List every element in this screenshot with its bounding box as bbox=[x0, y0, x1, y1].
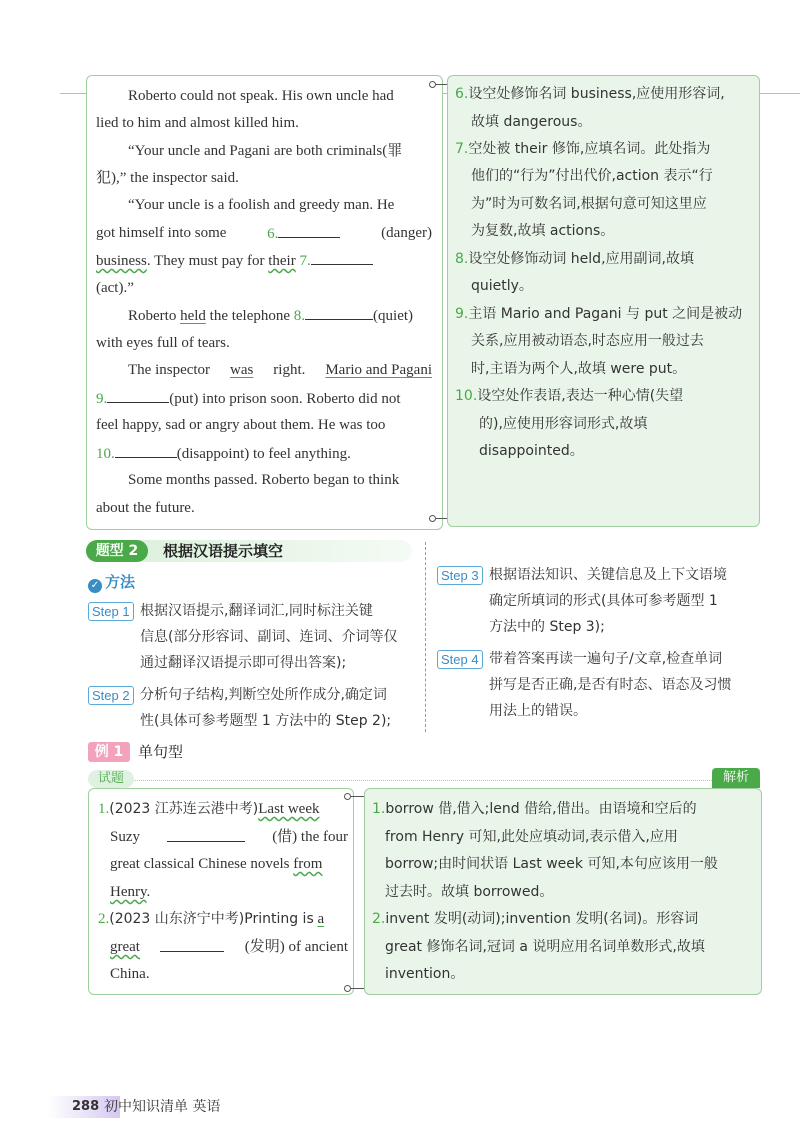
passage-line-16: about the future. bbox=[96, 500, 195, 516]
explanation-2-line-3: invention。 bbox=[385, 966, 465, 982]
example-label: 单句型 bbox=[138, 743, 184, 761]
answer-text: 为”时为可数名词,根据句意可知这里应 bbox=[471, 196, 707, 212]
question-2-blank[interactable] bbox=[160, 937, 224, 952]
method-heading bbox=[88, 572, 135, 593]
section-badge: 题型 2 bbox=[86, 540, 148, 562]
blank-7[interactable] bbox=[311, 250, 373, 265]
question-1-blank[interactable] bbox=[167, 827, 245, 842]
example-separator bbox=[88, 780, 760, 781]
explanation-1-line-4: 过去时。故填 borrowed。 bbox=[385, 884, 554, 900]
ring-connector bbox=[344, 793, 351, 800]
explanation-1-line-3: borrow;由时间状语 Last week 可知,本句应该用一般 bbox=[385, 856, 718, 872]
explanation-number: 2. bbox=[372, 911, 386, 927]
answer-number: 6. bbox=[455, 86, 469, 102]
step-line: 带着答案再读一遍句子/文章,检查单词 bbox=[489, 651, 723, 667]
shiti-tag: 试题 bbox=[88, 770, 134, 788]
answer-text: 主语 Mario and Pagani 与 put 之间是被动 bbox=[468, 306, 743, 322]
question-text-span: Suzy bbox=[110, 829, 140, 845]
keyword-business: business bbox=[96, 253, 147, 269]
passage-line-8: (act).” bbox=[96, 280, 134, 296]
blank-number-7: 7. bbox=[299, 253, 311, 269]
answer-text: 设空处作表语,表达一种心情(失望 bbox=[477, 388, 684, 404]
hint-6: (danger) bbox=[381, 225, 432, 241]
question-1-line-3 bbox=[110, 854, 348, 874]
question-number: 2. bbox=[98, 911, 110, 927]
question-2-line-1 bbox=[98, 909, 324, 929]
answer-9 bbox=[455, 304, 742, 324]
passage-line-4: 犯),” the inspector said. bbox=[96, 170, 239, 186]
keyword-last-week: Last week bbox=[258, 801, 320, 817]
step-tag: Step 3 bbox=[437, 566, 483, 585]
question-text-span: (借) the four bbox=[272, 829, 348, 845]
step-line: 拼写是否正确,是否有时态、语态及习惯 bbox=[489, 677, 732, 693]
question-1-line-2 bbox=[110, 827, 348, 847]
keyword-henry: Henry bbox=[110, 884, 147, 900]
question-number: 1. bbox=[98, 801, 110, 817]
explanation-1-line-1 bbox=[372, 799, 697, 819]
step-1-text bbox=[140, 598, 397, 676]
answer-text: quietly。 bbox=[471, 278, 533, 294]
explanation-2-line-1 bbox=[372, 909, 698, 929]
keyword-was: was bbox=[230, 362, 254, 378]
hint-9: (put) into prison soon. Roberto did not bbox=[169, 391, 401, 407]
passage-line-14 bbox=[96, 443, 351, 464]
answer-text: 设空处修饰名词 business,应使用形容词, bbox=[468, 86, 725, 102]
step-2-text bbox=[140, 682, 391, 734]
answer-text: 时,主语为两个人,故填 were put。 bbox=[471, 361, 687, 377]
answer-6 bbox=[455, 84, 725, 104]
answer-number: 10. bbox=[455, 388, 478, 404]
explanation-2-line-2: great 修饰名词,冠词 a 说明应用名词单数形式,故填 bbox=[385, 939, 705, 955]
step-line: 性(具体可参考题型 1 方法中的 Step 2); bbox=[140, 713, 392, 729]
passage-line-6 bbox=[96, 223, 432, 244]
keyword-their: their bbox=[268, 253, 296, 269]
passage-line-15: Some months passed. Roberto began to think bbox=[128, 472, 400, 488]
step-line: 根据语法知识、关键信息及上下文语境 bbox=[489, 567, 727, 583]
passage-text-span: . They must pay for bbox=[146, 253, 265, 269]
explanation-text-span: borrow 借,借入;lend 借给,借出。由语境和空后的 bbox=[385, 801, 697, 817]
passage-line-2: lied to him and almost killed him. bbox=[96, 115, 299, 131]
question-1-line-4 bbox=[110, 882, 150, 902]
passage-text-span: The inspector bbox=[128, 362, 211, 378]
passage-line-1: Roberto could not speak. His own uncle had bbox=[128, 88, 394, 104]
blank-8[interactable] bbox=[305, 305, 373, 320]
explanation-text-span: invent 发明(动词);invention 发明(名词)。形容词 bbox=[385, 911, 699, 927]
explanation-number: 1. bbox=[372, 801, 386, 817]
column-divider bbox=[425, 542, 426, 732]
answer-text: 设空处修饰动词 held,应用副词,故填 bbox=[468, 251, 694, 267]
section-title: 根据汉语提示填空 bbox=[163, 542, 284, 560]
keyword-held: held bbox=[180, 308, 206, 324]
answer-number: 7. bbox=[455, 141, 469, 157]
ring-connector bbox=[344, 985, 351, 992]
passage-line-5: “Your uncle is a foolish and greedy man. He bbox=[128, 197, 395, 213]
passage-text-span: Roberto bbox=[128, 308, 177, 324]
question-1-line-1 bbox=[98, 799, 320, 819]
passage-line-12 bbox=[96, 388, 401, 409]
answer-text: 的),应使用形容词形式,故填 bbox=[479, 416, 648, 432]
answer-text: 空处被 their 修饰,应填名词。此处指为 bbox=[468, 141, 711, 157]
answer-text: 他们的“行为”付出代价,action 表示“行 bbox=[471, 168, 713, 184]
answer-number: 8. bbox=[455, 251, 469, 267]
jiexi-tag: 解析 bbox=[712, 768, 760, 788]
hint-10: (disappoint) to feel anything. bbox=[176, 446, 351, 462]
keyword-mario-and-pagani: Mario and Pagani bbox=[325, 362, 432, 378]
step-tag: Step 1 bbox=[88, 602, 134, 621]
check-icon: ✓ bbox=[88, 579, 102, 593]
step-tag: Step 2 bbox=[88, 686, 134, 705]
answer-10 bbox=[455, 386, 683, 406]
question-text-span: great classical Chinese novels bbox=[110, 856, 290, 872]
book-title: 初中知识清单 英语 bbox=[104, 1099, 221, 1115]
answer-text: 为复数,故填 actions。 bbox=[471, 223, 615, 239]
keyword-great: great bbox=[110, 939, 140, 955]
answer-8 bbox=[455, 249, 694, 269]
step-3-text bbox=[489, 562, 727, 640]
answer-text: disappointed。 bbox=[479, 443, 584, 459]
answer-text: 关系,应用被动语态,时态应用一般过去 bbox=[471, 333, 704, 349]
ring-connector bbox=[429, 81, 436, 88]
question-source: (2023 江苏连云港中考) bbox=[109, 801, 259, 817]
passage-line-10: with eyes full of tears. bbox=[96, 335, 230, 351]
step-line: 确定所填词的形式(具体可参考题型 1 bbox=[489, 593, 718, 609]
step-line: 分析句子结构,判断空处所作成分,确定词 bbox=[140, 687, 387, 703]
passage-line-13: feel happy, sad or angry about them. He was too bbox=[96, 417, 386, 433]
question-text-span: (发明) of ancient bbox=[244, 939, 348, 955]
step-4-text bbox=[489, 646, 731, 724]
blank-number-9: 9. bbox=[96, 391, 108, 407]
passage-text-span: the telephone bbox=[209, 308, 291, 324]
step-line: 用法上的错误。 bbox=[489, 703, 587, 719]
answer-number: 9. bbox=[455, 306, 469, 322]
step-line: 根据汉语提示,翻译词汇,同时标注关键 bbox=[140, 603, 373, 619]
page-number: 288 bbox=[72, 1099, 100, 1114]
question-2-line-2 bbox=[110, 937, 348, 957]
blank-number-6: 6. bbox=[267, 226, 279, 242]
blank-9[interactable] bbox=[107, 388, 169, 403]
step-line: 方法中的 Step 3); bbox=[489, 619, 605, 635]
explanation-1-line-2: from Henry 可知,此处应填动词,表示借入,应用 bbox=[385, 829, 678, 845]
keyword-from: from bbox=[293, 856, 323, 872]
step-tag: Step 4 bbox=[437, 650, 483, 669]
ring-connector bbox=[429, 515, 436, 522]
step-line: 信息(部分形容词、副词、连词、介词等仅 bbox=[140, 629, 398, 645]
blank-number-10: 10. bbox=[96, 446, 115, 462]
blank-number-8: 8. bbox=[293, 308, 306, 324]
question-text-span: . bbox=[146, 884, 151, 900]
passage-line-7 bbox=[96, 250, 432, 271]
passage-line-9 bbox=[128, 305, 413, 326]
step-line: 通过翻译汉语提示即可得出答案); bbox=[140, 655, 347, 671]
blank-6[interactable] bbox=[278, 223, 340, 238]
passage-line-11 bbox=[128, 360, 432, 380]
passage-text-span: got himself into some bbox=[96, 225, 227, 241]
example-badge: 例 1 bbox=[88, 742, 130, 762]
passage-line-3: “Your uncle and Pagani are both criminals(罪 bbox=[128, 143, 403, 159]
method-label: 方法 bbox=[105, 573, 136, 591]
answer-7 bbox=[455, 139, 710, 159]
keyword-a: a bbox=[317, 911, 325, 927]
blank-10[interactable] bbox=[115, 443, 177, 458]
hint-8: (quiet) bbox=[373, 308, 414, 324]
passage-text-span: right. bbox=[273, 362, 306, 378]
answer-text: 故填 dangerous。 bbox=[471, 114, 592, 130]
question-source: (2023 山东济宁中考)Printing is bbox=[109, 911, 314, 927]
question-2-line-3: China. bbox=[110, 966, 150, 982]
